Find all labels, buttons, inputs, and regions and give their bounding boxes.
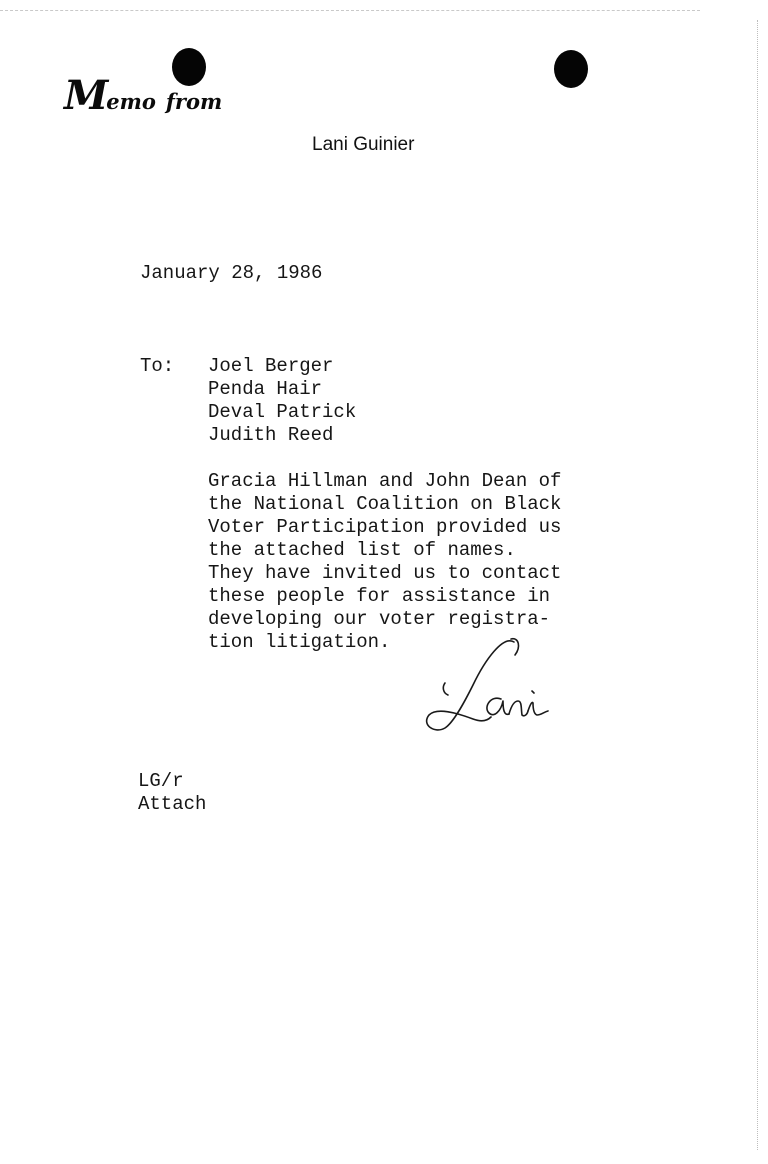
recipient: Penda Hair [208,378,323,400]
memo-from-letterhead [0,0,768,140]
body-line: They have invited us to contact [208,562,562,584]
scan-right-edge [757,20,758,1150]
punch-hole-left [172,48,206,86]
memo-from-rest-2: from [165,89,223,114]
recipient: Deval Patrick [208,401,357,423]
body-line: these people for assistance in [208,585,551,607]
memo-from-rest-1: emo [106,89,156,114]
body-line: the National Coalition on Black [208,493,562,515]
body-line: tion litigation. [208,631,391,653]
body-line: developing our voter registra- [208,608,551,630]
body-line: Voter Participation provided us [208,516,562,538]
recipient-list [208,355,356,447]
recipient: Joel Berger [208,355,334,377]
to-label: To: [140,355,175,377]
recipient: Judith Reed [208,424,334,446]
body-line: Gracia Hillman and John Dean of [208,470,562,492]
memo-date: January 28, 1986 [140,262,323,284]
body-line: the attached list of names. [208,539,516,561]
enclosure-note: Attach [138,793,207,815]
sender-name: Lani Guinier [312,134,415,155]
reference-initials: LG/r [138,770,184,792]
memo-from-capital: M [64,72,107,119]
handwritten-signature [415,625,560,740]
punch-hole-right [554,50,588,88]
